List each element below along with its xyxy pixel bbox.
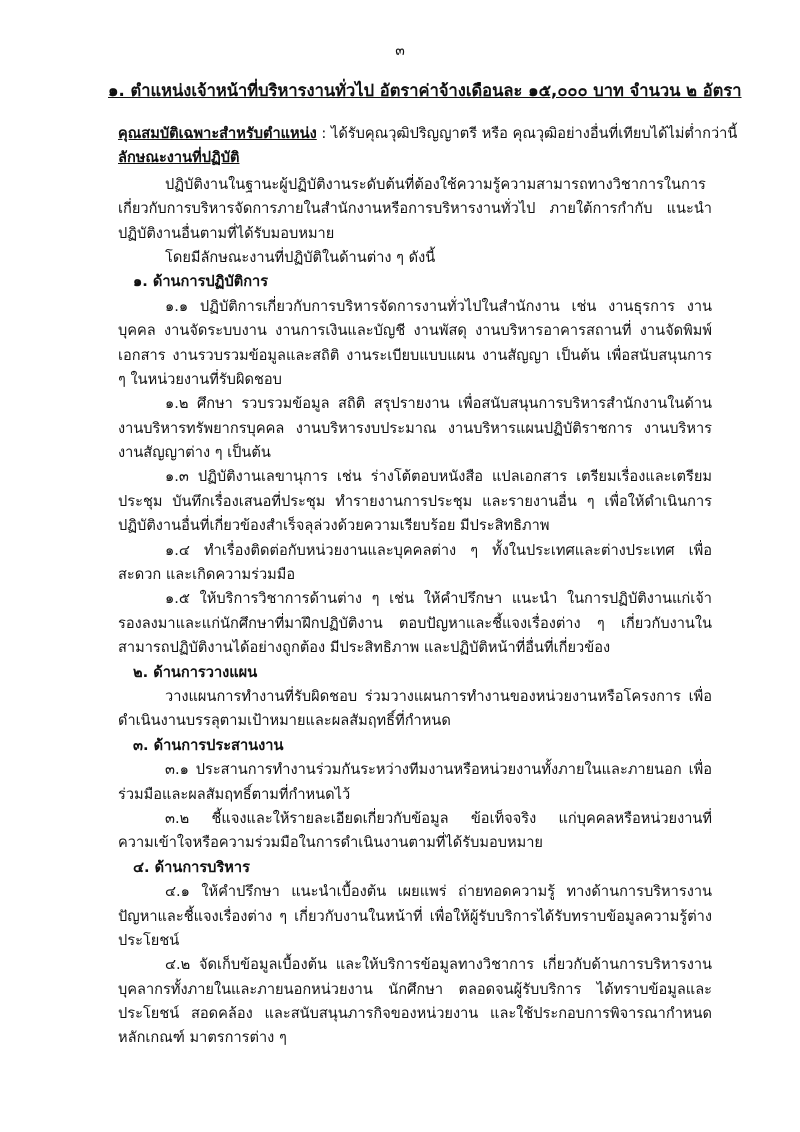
paragraph-line: ประโยชน์ สอดคล้อง และสนับสนุนภารกิจของหน่วยงาน และใช้ประกอบการพิจารณากำหนด — [118, 1005, 712, 1023]
paragraph-line: ๑.๒ ศึกษา รวบรวมข้อมูล สถิติ สรุปรายงาน เพื่อสนับสนุนการบริหารสำนักงานในด้าน — [165, 395, 712, 413]
paragraph — [118, 953, 712, 1051]
paragraph-line: เอกสาร งานรวบรวมข้อมูลและสถิติ งานระเบียบแบบแผน งานสัญญา เป็นต้น เพื่อสนับสนุนการ — [118, 346, 712, 364]
paragraph-line: ๔.๑ ให้คำปรึกษา แนะนำเบื้องต้น เผยแพร่ ถ่ายทอดความรู้ ทางด้านการบริหารงาน — [165, 883, 712, 901]
paragraph-line: ปฏิบัติงานอื่นตามที่ได้รับมอบหมาย — [118, 224, 335, 242]
paragraph-line: สามารถปฏิบัติงานได้อย่างถูกต้อง มีประสิทธิภาพ และปฏิบัติหน้าที่อื่นที่เกี่ยวข้อง — [118, 639, 611, 657]
paragraph-line: ๑.๔ ทำเรื่องติดต่อกับหน่วยงานและบุคคลต่าง ๆ ทั้งในประเทศและต่างประเทศ เพื่อ — [165, 541, 712, 559]
paragraph — [118, 173, 712, 246]
paragraph-line: ปฏิบัติงานในฐานะผู้ปฏิบัติงานระดับต้นที่ต้องใช้ความรู้ความสามารถทางวิชาการในการ — [165, 175, 706, 193]
section-heading — [118, 661, 712, 685]
paragraph-line: ร่วมมือและผลสัมฤทธิ์ตามที่กำหนดไว้ — [118, 785, 351, 803]
heading-text: ๓. ด้านการประสานงาน — [133, 736, 284, 754]
heading-text: ๒. ด้านการวางแผน — [133, 663, 258, 681]
paragraph-line: ประโยชน์ — [118, 931, 180, 949]
qualification-line — [118, 122, 738, 146]
paragraph — [118, 392, 712, 465]
section-heading — [118, 270, 712, 294]
paragraph-line: ๑.๓ ปฏิบัติงานเลขานุการ เช่น ร่างโต้ตอบหนังสือ แปลเอกสาร เตรียมเรื่องและเตรียม — [165, 468, 712, 486]
paragraph-line: บุคคล งานจัดระบบงาน งานการเงินและบัญชี งานพัสดุ งานบริหารอาคารสถานที่ งานจัดพิมพ์ — [118, 322, 712, 340]
paragraph-line: งานสัญญาต่าง ๆ เป็นต้น — [118, 444, 271, 462]
paragraph-line: ดำเนินงานบรรลุตามเป้าหมายและผลสัมฤทธิ์ที่กำหนด — [118, 712, 451, 730]
paragraph-line: ประชุม บันทึกเรื่องเสนอที่ประชุม ทำรายงานการประชุม และรายงานอื่น ๆ เพื่อให้ดำเนินการ — [118, 492, 712, 510]
paragraph-line: ๑.๕ ให้บริการวิชาการด้านต่าง ๆ เช่น ให้คำปรึกษา แนะนำ ในการปฏิบัติงานแก่เจ้า — [165, 590, 712, 608]
paragraph — [118, 539, 712, 588]
paragraph — [118, 807, 712, 856]
paragraph-line: งานบริหารทรัพยากรบุคคล งานบริหารงบประมาณ งานบริหารแผนปฏิบัติราชการ งานบริหาร — [118, 419, 712, 437]
paragraph — [118, 685, 712, 734]
duties-content — [118, 173, 712, 1051]
duties-heading: ลักษณะงานที่ปฏิบัติ — [118, 149, 240, 167]
page-number: ๓ — [395, 43, 405, 59]
heading-text: ๔. ด้านการบริหาร — [133, 858, 250, 876]
paragraph-line: วางแผนการทำงานที่รับผิดชอบ ร่วมวางแผนการทำงานของหน่วยงานหรือโครงการ เพื่อ — [165, 687, 712, 705]
paragraph-line: ๓.๑ ประสานการทำงานร่วมกันระหว่างทีมงานหรือหน่วยงานทั้งภายในและภายนอก เพื่อ — [165, 761, 712, 779]
qualification-label: คุณสมบัติเฉพาะสำหรับตำแหน่ง — [118, 125, 317, 142]
paragraph — [118, 880, 712, 953]
paragraph-line: หลักเกณฑ์ มาตรการต่าง ๆ — [118, 1029, 287, 1047]
paragraph-line: ๔.๒ จัดเก็บข้อมูลเบื้องต้น และให้บริการข้อมูลทางวิชาการ เกี่ยวกับด้านการบริหารงาน — [165, 956, 712, 974]
paragraph — [118, 758, 712, 807]
qualification-text: : ได้รับคุณวุฒิปริญญาตรี หรือ คุณวุฒิอย่างอื่นที่เทียบได้ไม่ต่ำกว่านี้ — [316, 125, 738, 142]
paragraph-line: ปัญหาและชี้แจงเรื่องต่าง ๆ เกี่ยวกับงานในหน้าที่ เพื่อให้ผู้รับบริการได้รับทราบข้อมูลความรู้ต่าง — [118, 907, 712, 925]
paragraph-line: โดยมีลักษณะงานที่ปฏิบัติในด้านต่าง ๆ ดังนี้ — [165, 248, 436, 266]
paragraph-line: รองลงมาและแก่นักศึกษาที่มาฝึกปฏิบัติงาน ตอบปัญหาและชี้แจงเรื่องต่าง ๆ เกี่ยวกับงานใน — [118, 614, 712, 632]
paragraph — [118, 246, 712, 270]
paragraph — [118, 465, 712, 538]
paragraph — [118, 587, 712, 660]
paragraph-line: บุคลากรทั้งภายในและภายนอกหน่วยงาน นักศึกษา ตลอดจนผู้รับบริการ ได้ทราบข้อมูลและ — [118, 980, 712, 998]
paragraph-line: ปฏิบัติงานอื่นที่เกี่ยวข้องสำเร็จลุล่วงด้วยความเรียบร้อย มีประสิทธิภาพ — [118, 517, 550, 535]
paragraph-line: สะดวก และเกิดความร่วมมือ — [118, 566, 296, 584]
heading-text: ๑. ด้านการปฏิบัติการ — [133, 273, 269, 291]
paragraph-line: ๑.๑ ปฏิบัติการเกี่ยวกับการบริหารจัดการงานทั่วไปในสำนักงาน เช่น งานธุรการ งาน — [165, 297, 712, 315]
position-title: ๑. ตำแหน่งเจ้าหน้าที่บริหารงานทั่วไป อัตราค่าจ้างเดือนละ ๑๕,๐๐๐ บาท จำนวน ๒ อัตรา — [108, 81, 742, 100]
section-heading — [118, 856, 712, 880]
document-body — [118, 122, 738, 1051]
paragraph-line: ความเข้าใจหรือความร่วมมือในการดำเนินงานตามที่ได้รับมอบหมาย — [118, 834, 543, 852]
paragraph-line: ๆ ในหน่วยงานที่รับผิดชอบ — [118, 370, 282, 388]
paragraph — [118, 295, 712, 393]
paragraph-line: ๓.๒ ชี้แจงและให้รายละเอียดเกี่ยวกับข้อมูล ข้อเท็จจริง แก่บุคคลหรือหน่วยงานที่ — [165, 809, 712, 827]
duties-heading-line — [118, 146, 712, 170]
paragraph-line: เกี่ยวกับการบริหารจัดการภายในสำนักงานหรือการบริหารงานทั่วไป ภายใต้การกำกับ แนะนำ — [118, 200, 712, 218]
section-heading — [118, 734, 712, 758]
